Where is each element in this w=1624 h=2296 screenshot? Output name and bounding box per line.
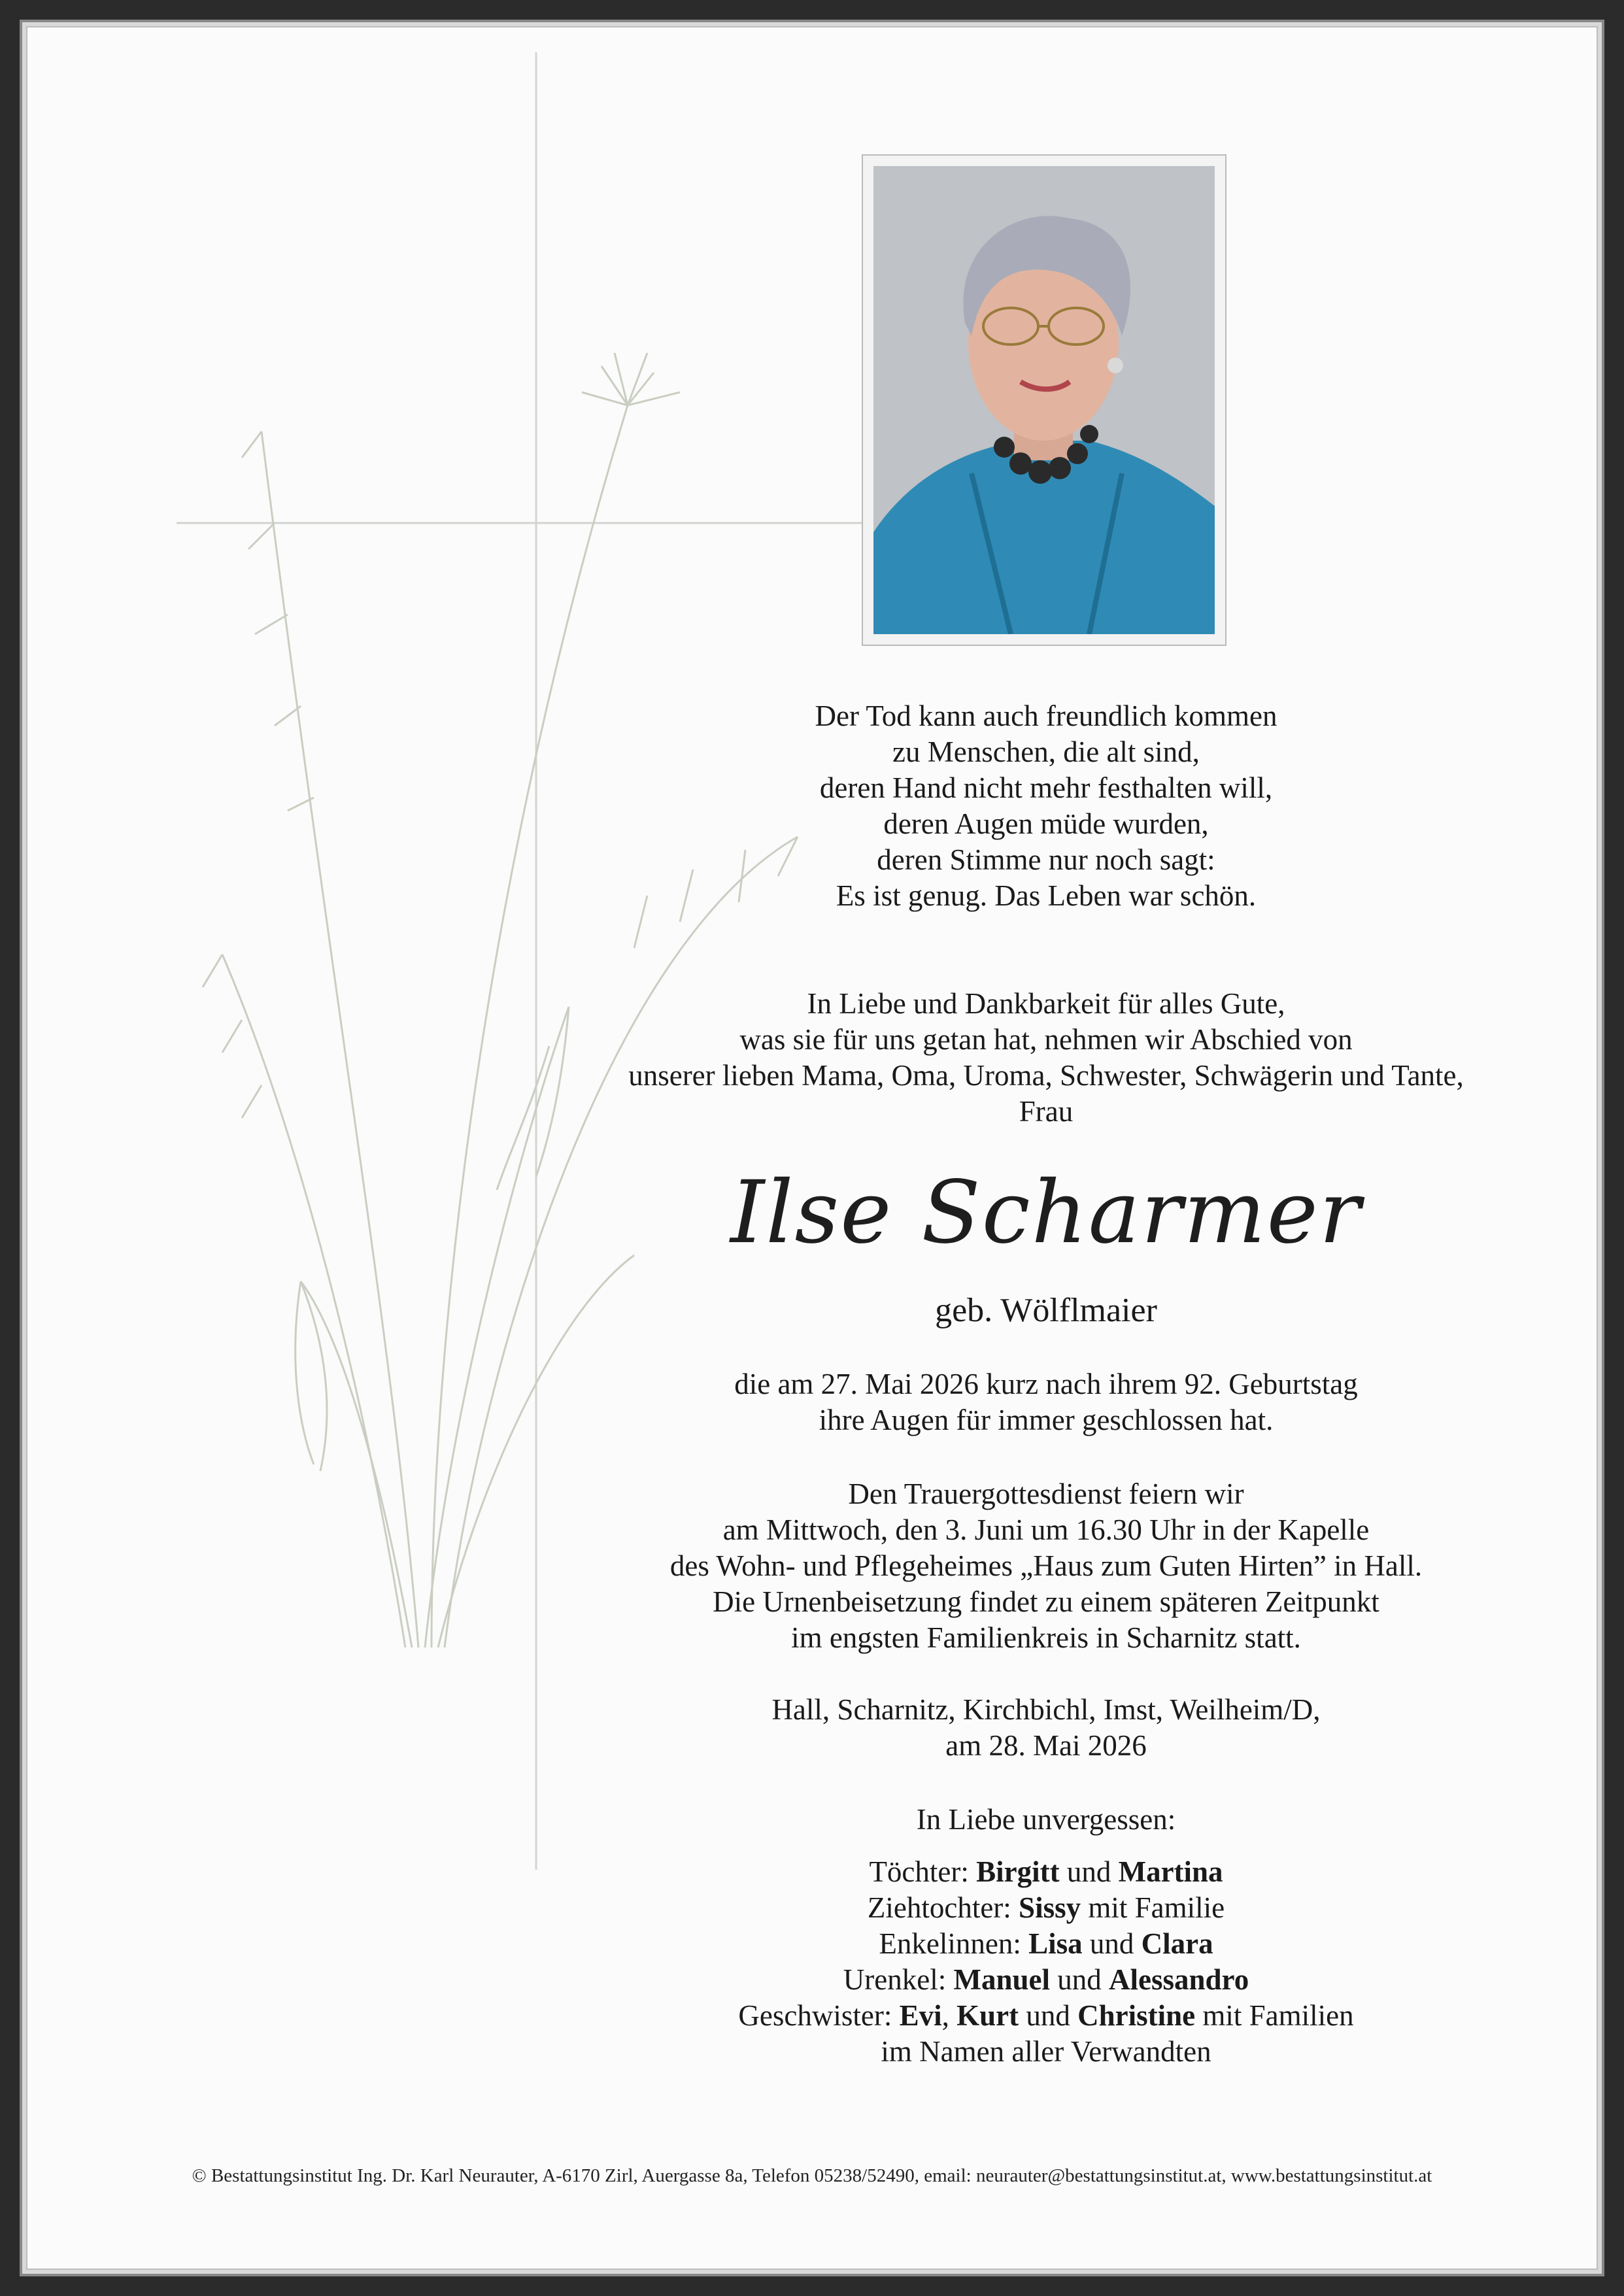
suffix: mit Familien: [1195, 1999, 1354, 2032]
conjunction: und: [1019, 1999, 1078, 2032]
mourner-name: Manuel: [953, 1963, 1050, 1996]
relation-label: Geschwister:: [738, 1999, 900, 2032]
service-line: am Mittwoch, den 3. Juni um 16.30 Uhr in der Kapelle: [722, 1513, 1370, 1546]
undertaker-footer: © Bestattungsinstitut Ing. Dr. Karl Neurauter, A-6170 Zirl, Auergasse 8a, Telefon 05238/52490, email: neurauter@bestattungsinstitut.at, www.bestattungsinstitut.at: [192, 2165, 1432, 2186]
mourner-great-grandchildren: [562, 1962, 1530, 1998]
poem-line: Es ist genug. Das Leben war schön.: [836, 879, 1257, 912]
service-line: Den Trauergottesdienst feiern wir: [848, 1477, 1244, 1510]
poem: [562, 698, 1530, 914]
portrait-frame: [862, 154, 1226, 646]
mourner-name: Birgitt: [976, 1855, 1060, 1888]
death-notice: [562, 1366, 1530, 1438]
poem-line: deren Hand nicht mehr festhalten will,: [819, 771, 1273, 804]
relation-label: Urenkel:: [843, 1963, 954, 1996]
place-line: Hall, Scharnitz, Kirchbichl, Imst, Weilheim/D,: [771, 1693, 1321, 1726]
mourner-granddaughters: [562, 1926, 1530, 1962]
intro-line: unserer lieben Mama, Oma, Uroma, Schwester, Schwägerin und Tante,: [628, 1059, 1464, 1092]
mourner-name: Martina: [1118, 1855, 1223, 1888]
deceased-name: Ilse Scharmer: [730, 1162, 1362, 1263]
mourner-name: Kurt: [956, 1999, 1019, 2032]
intro-line: Frau: [1019, 1095, 1074, 1128]
place-and-date: [562, 1692, 1530, 1764]
intro-line: In Liebe und Dankbarkeit für alles Gute,: [807, 987, 1285, 1020]
poem-line: zu Menschen, die alt sind,: [892, 735, 1200, 768]
farewell-intro: [562, 986, 1530, 1130]
intro-line: was sie für uns getan hat, nehmen wir Abschied von: [739, 1023, 1353, 1056]
relation-label: Töchter:: [869, 1855, 977, 1888]
portrait-photo: [873, 166, 1215, 634]
mourner-name: Lisa: [1028, 1927, 1083, 1960]
remembrance-text: In Liebe unvergessen:: [916, 1803, 1176, 1836]
conjunction: und: [1082, 1927, 1142, 1960]
service-line: im engsten Familienkreis in Scharnitz statt.: [791, 1621, 1301, 1654]
birth-name: geb. Wölflmaier: [935, 1292, 1157, 1329]
separator: ,: [941, 1999, 957, 2032]
date-line: am 28. Mai 2026: [945, 1729, 1147, 1762]
conjunction: und: [1059, 1855, 1119, 1888]
poem-line: Der Tod kann auch freundlich kommen: [815, 700, 1277, 732]
mourner-siblings: [562, 1998, 1530, 2034]
remembrance-heading: [562, 1802, 1530, 1838]
funeral-service: [562, 1476, 1530, 1656]
mourner-name: Alessandro: [1108, 1963, 1249, 1996]
poem-line: deren Stimme nur noch sagt:: [877, 843, 1215, 876]
relation-label: Ziehtochter:: [867, 1891, 1019, 1924]
conjunction: und: [1049, 1963, 1109, 1996]
mourner-name: Clara: [1141, 1927, 1213, 1960]
death-line: ihre Augen für immer geschlossen hat.: [819, 1404, 1274, 1436]
mourner-name: Sissy: [1019, 1891, 1081, 1924]
mourner-relatives: im Namen aller Verwandten: [881, 2035, 1211, 2068]
service-line: des Wohn- und Pflegeheimes „Haus zum Guten Hirten” in Hall.: [669, 1549, 1423, 1582]
mourner-daughters: [562, 1854, 1530, 1890]
poem-line: deren Augen müde wurden,: [883, 807, 1209, 840]
suffix: mit Familie: [1081, 1891, 1225, 1924]
service-line: Die Urnenbeisetzung findet zu einem späteren Zeitpunkt: [713, 1585, 1379, 1618]
relation-label: Enkelinnen:: [879, 1927, 1029, 1960]
mourner-foster-daughter: [562, 1890, 1530, 1926]
obituary-page: [26, 26, 1598, 2270]
mourner-name: Christine: [1077, 1999, 1196, 2032]
death-line: die am 27. Mai 2026 kurz nach ihrem 92. Geburtstag: [734, 1368, 1358, 1400]
mourner-name: Evi: [899, 1999, 942, 2032]
mourners-list: [562, 1854, 1530, 2070]
portrait-illustration: [873, 166, 1215, 634]
